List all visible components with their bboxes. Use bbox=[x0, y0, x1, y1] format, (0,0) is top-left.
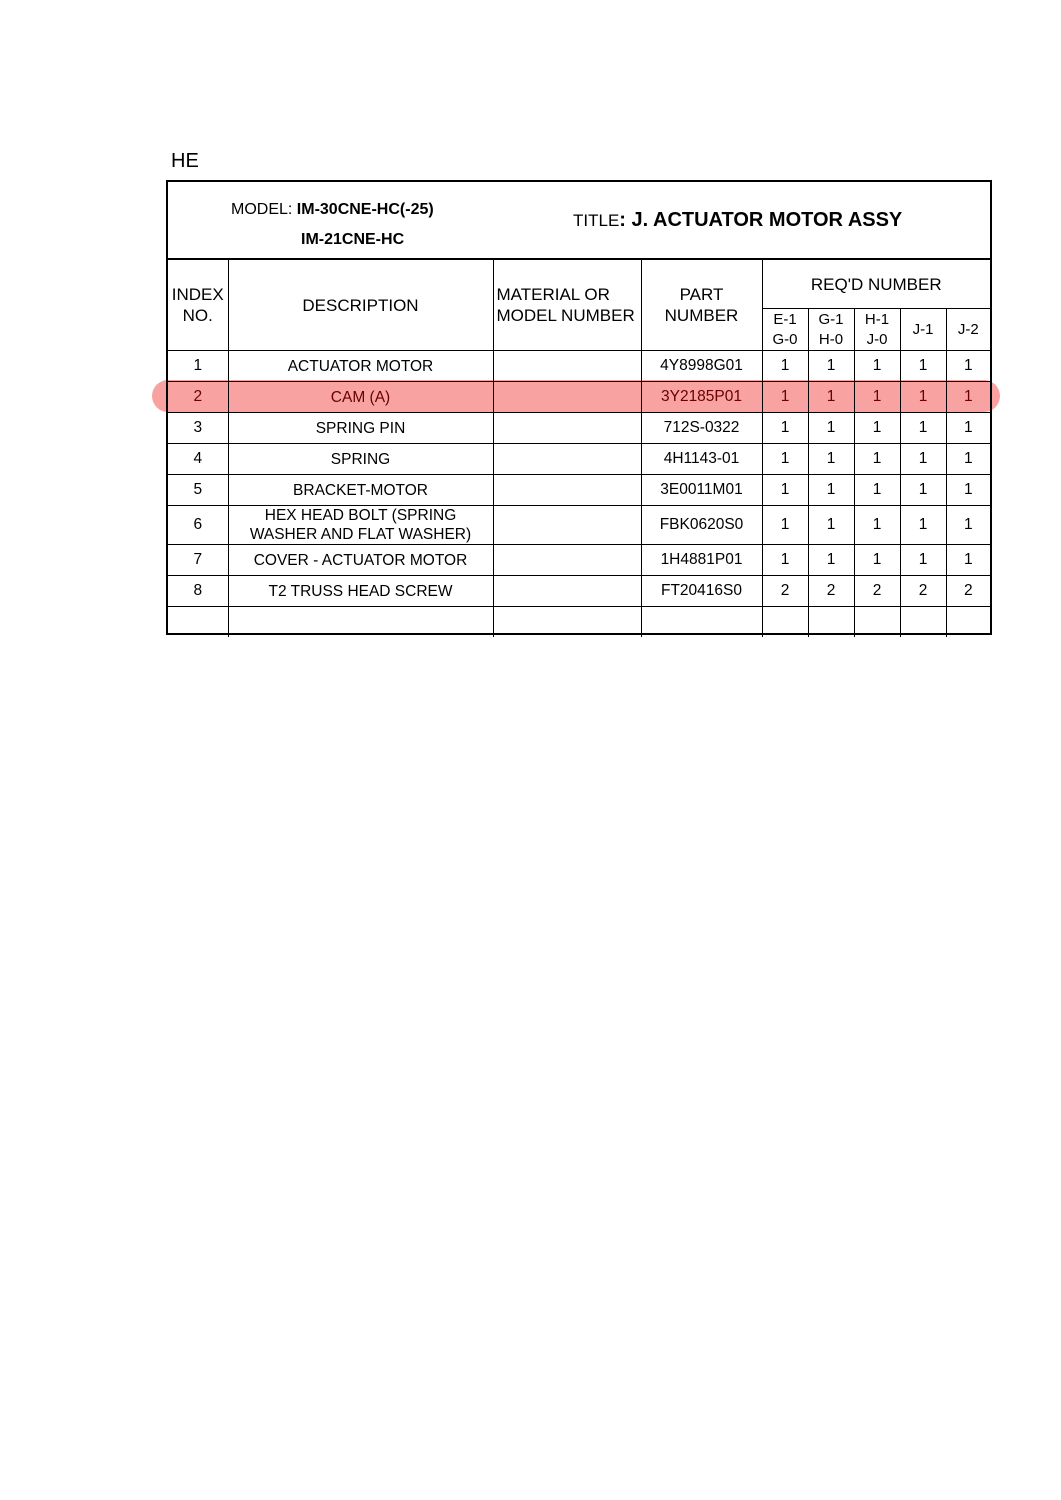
cell-description bbox=[228, 351, 493, 382]
parts-list-sheet bbox=[166, 180, 992, 635]
cell-quantity: 1 bbox=[808, 444, 854, 475]
cell-index bbox=[168, 607, 228, 638]
cell-quantity: 1 bbox=[946, 475, 990, 506]
cell-quantity: 2 bbox=[854, 576, 900, 607]
cell-material bbox=[493, 545, 641, 576]
col-header-variant bbox=[808, 309, 854, 351]
cell-quantity: 1 bbox=[946, 444, 990, 475]
cell-material bbox=[493, 351, 641, 382]
cell-description-line: T2 TRUSS HEAD SCREW bbox=[268, 582, 453, 600]
cell-part-number: 3E0011M01 bbox=[641, 475, 762, 506]
col-header-variant-line: H-1 bbox=[864, 310, 890, 328]
cell-quantity: 2 bbox=[900, 576, 946, 607]
cell-quantity: 1 bbox=[808, 545, 854, 576]
cell-quantity: 1 bbox=[854, 475, 900, 506]
col-header-variant-line: H-0 bbox=[818, 330, 844, 348]
cell-index: 2 bbox=[168, 382, 228, 413]
page-corner-label: HE bbox=[171, 150, 199, 172]
cell-description bbox=[228, 545, 493, 576]
cell-quantity: 1 bbox=[854, 506, 900, 545]
model-label: MODEL: bbox=[231, 201, 297, 218]
model-number-2: IM-21CNE-HC bbox=[301, 231, 405, 248]
cell-quantity bbox=[854, 607, 900, 638]
cell-description-line: COVER - ACTUATOR MOTOR bbox=[253, 551, 468, 569]
cell-material bbox=[493, 607, 641, 638]
cell-description-line: HEX HEAD BOLT (SPRING bbox=[264, 507, 457, 524]
cell-quantity: 1 bbox=[854, 413, 900, 444]
cell-quantity: 1 bbox=[900, 382, 946, 413]
cell-quantity bbox=[762, 607, 808, 638]
parts-table-body bbox=[168, 351, 990, 638]
table-row bbox=[168, 506, 990, 545]
cell-index: 5 bbox=[168, 475, 228, 506]
col-header-index-line: NO. bbox=[182, 306, 213, 325]
cell-quantity: 2 bbox=[808, 576, 854, 607]
cell-quantity: 1 bbox=[854, 382, 900, 413]
cell-description bbox=[228, 576, 493, 607]
cell-quantity: 1 bbox=[762, 382, 808, 413]
cell-description bbox=[228, 444, 493, 475]
cell-quantity: 1 bbox=[762, 475, 808, 506]
model-line-1 bbox=[231, 201, 434, 219]
cell-quantity: 1 bbox=[900, 506, 946, 545]
cell-quantity: 1 bbox=[808, 351, 854, 382]
table-row bbox=[168, 545, 990, 576]
table-row bbox=[168, 351, 990, 382]
cell-quantity: 1 bbox=[854, 545, 900, 576]
cell-quantity: 2 bbox=[762, 576, 808, 607]
cell-quantity: 1 bbox=[900, 545, 946, 576]
col-header-material-line: MODEL NUMBER bbox=[496, 306, 635, 325]
cell-index: 3 bbox=[168, 413, 228, 444]
cell-quantity: 1 bbox=[946, 506, 990, 545]
cell-description-line: SPRING bbox=[330, 450, 391, 468]
cell-quantity: 1 bbox=[900, 475, 946, 506]
cell-index: 7 bbox=[168, 545, 228, 576]
cell-quantity: 1 bbox=[762, 413, 808, 444]
col-header-variant bbox=[762, 309, 808, 351]
cell-part-number: 3Y2185P01 bbox=[641, 382, 762, 413]
col-header-index-line: INDEX bbox=[171, 285, 224, 304]
col-header-variant-line: J-2 bbox=[957, 320, 979, 338]
col-header-reqd-number: REQ'D NUMBER bbox=[762, 260, 990, 309]
cell-quantity: 1 bbox=[946, 351, 990, 382]
cell-material bbox=[493, 576, 641, 607]
cell-material bbox=[493, 444, 641, 475]
col-header-variant-line: G-0 bbox=[772, 330, 798, 348]
col-header-part-line: NUMBER bbox=[664, 306, 739, 325]
cell-quantity: 1 bbox=[854, 444, 900, 475]
model-number-1: IM-30CNE-HC(-25) bbox=[296, 201, 434, 218]
cell-part-number: 1H4881P01 bbox=[641, 545, 762, 576]
cell-description-line: ACTUATOR MOTOR bbox=[287, 357, 434, 375]
col-header-variant-line: J-1 bbox=[912, 320, 934, 338]
table-row bbox=[168, 382, 990, 413]
cell-material bbox=[493, 475, 641, 506]
table-row bbox=[168, 475, 990, 506]
sheet-title bbox=[573, 209, 902, 232]
cell-quantity: 1 bbox=[854, 351, 900, 382]
cell-part-number: 712S-0322 bbox=[641, 413, 762, 444]
cell-material bbox=[493, 506, 641, 545]
cell-quantity: 1 bbox=[946, 382, 990, 413]
col-header-material bbox=[493, 260, 641, 351]
cell-index: 1 bbox=[168, 351, 228, 382]
parts-table bbox=[168, 260, 990, 637]
col-header-index bbox=[168, 260, 228, 351]
cell-quantity bbox=[946, 607, 990, 638]
col-header-part-line: PART bbox=[679, 285, 724, 304]
table-row bbox=[168, 607, 990, 638]
cell-quantity: 1 bbox=[762, 545, 808, 576]
cell-quantity: 1 bbox=[808, 413, 854, 444]
title-value: : J. ACTUATOR MOTOR ASSY bbox=[619, 209, 903, 231]
cell-part-number: 4Y8998G01 bbox=[641, 351, 762, 382]
cell-quantity: 1 bbox=[808, 382, 854, 413]
cell-part-number: FBK0620S0 bbox=[641, 506, 762, 545]
col-header-variant bbox=[854, 309, 900, 351]
cell-description bbox=[228, 382, 493, 413]
col-header-variant-line: G-1 bbox=[818, 310, 844, 328]
cell-material bbox=[493, 413, 641, 444]
col-header-variant-line: J-0 bbox=[866, 330, 888, 348]
cell-description-line: WASHER AND FLAT WASHER) bbox=[249, 526, 472, 543]
cell-index: 6 bbox=[168, 506, 228, 545]
table-row bbox=[168, 444, 990, 475]
cell-part-number: 4H1143-01 bbox=[641, 444, 762, 475]
cell-quantity: 1 bbox=[946, 413, 990, 444]
cell-quantity: 1 bbox=[762, 444, 808, 475]
cell-quantity: 1 bbox=[762, 506, 808, 545]
cell-quantity: 1 bbox=[900, 351, 946, 382]
cell-quantity: 1 bbox=[900, 444, 946, 475]
cell-part-number bbox=[641, 607, 762, 638]
cell-description-line: CAM (A) bbox=[330, 388, 391, 406]
cell-description bbox=[228, 607, 493, 638]
cell-quantity bbox=[900, 607, 946, 638]
cell-index: 4 bbox=[168, 444, 228, 475]
cell-quantity: 1 bbox=[762, 351, 808, 382]
sheet-header bbox=[168, 182, 990, 260]
cell-material bbox=[493, 382, 641, 413]
cell-description bbox=[228, 413, 493, 444]
cell-quantity: 1 bbox=[808, 475, 854, 506]
col-header-variant bbox=[900, 309, 946, 351]
table-row bbox=[168, 413, 990, 444]
table-row bbox=[168, 576, 990, 607]
col-header-material-line: MATERIAL OR bbox=[496, 285, 610, 304]
cell-quantity: 2 bbox=[946, 576, 990, 607]
cell-index: 8 bbox=[168, 576, 228, 607]
cell-quantity: 1 bbox=[946, 545, 990, 576]
cell-description-line: SPRING PIN bbox=[315, 419, 406, 437]
col-header-part-number bbox=[641, 260, 762, 351]
cell-part-number: FT20416S0 bbox=[641, 576, 762, 607]
cell-description bbox=[228, 475, 493, 506]
col-header-variant-line: E-1 bbox=[773, 310, 797, 328]
cell-quantity bbox=[808, 607, 854, 638]
cell-description-line: BRACKET-MOTOR bbox=[293, 481, 428, 499]
cell-description bbox=[228, 506, 493, 545]
title-label: TITLE bbox=[573, 211, 620, 230]
cell-quantity: 1 bbox=[808, 506, 854, 545]
cell-quantity: 1 bbox=[900, 413, 946, 444]
col-header-variant bbox=[946, 309, 990, 351]
col-header-description: DESCRIPTION bbox=[228, 260, 493, 351]
